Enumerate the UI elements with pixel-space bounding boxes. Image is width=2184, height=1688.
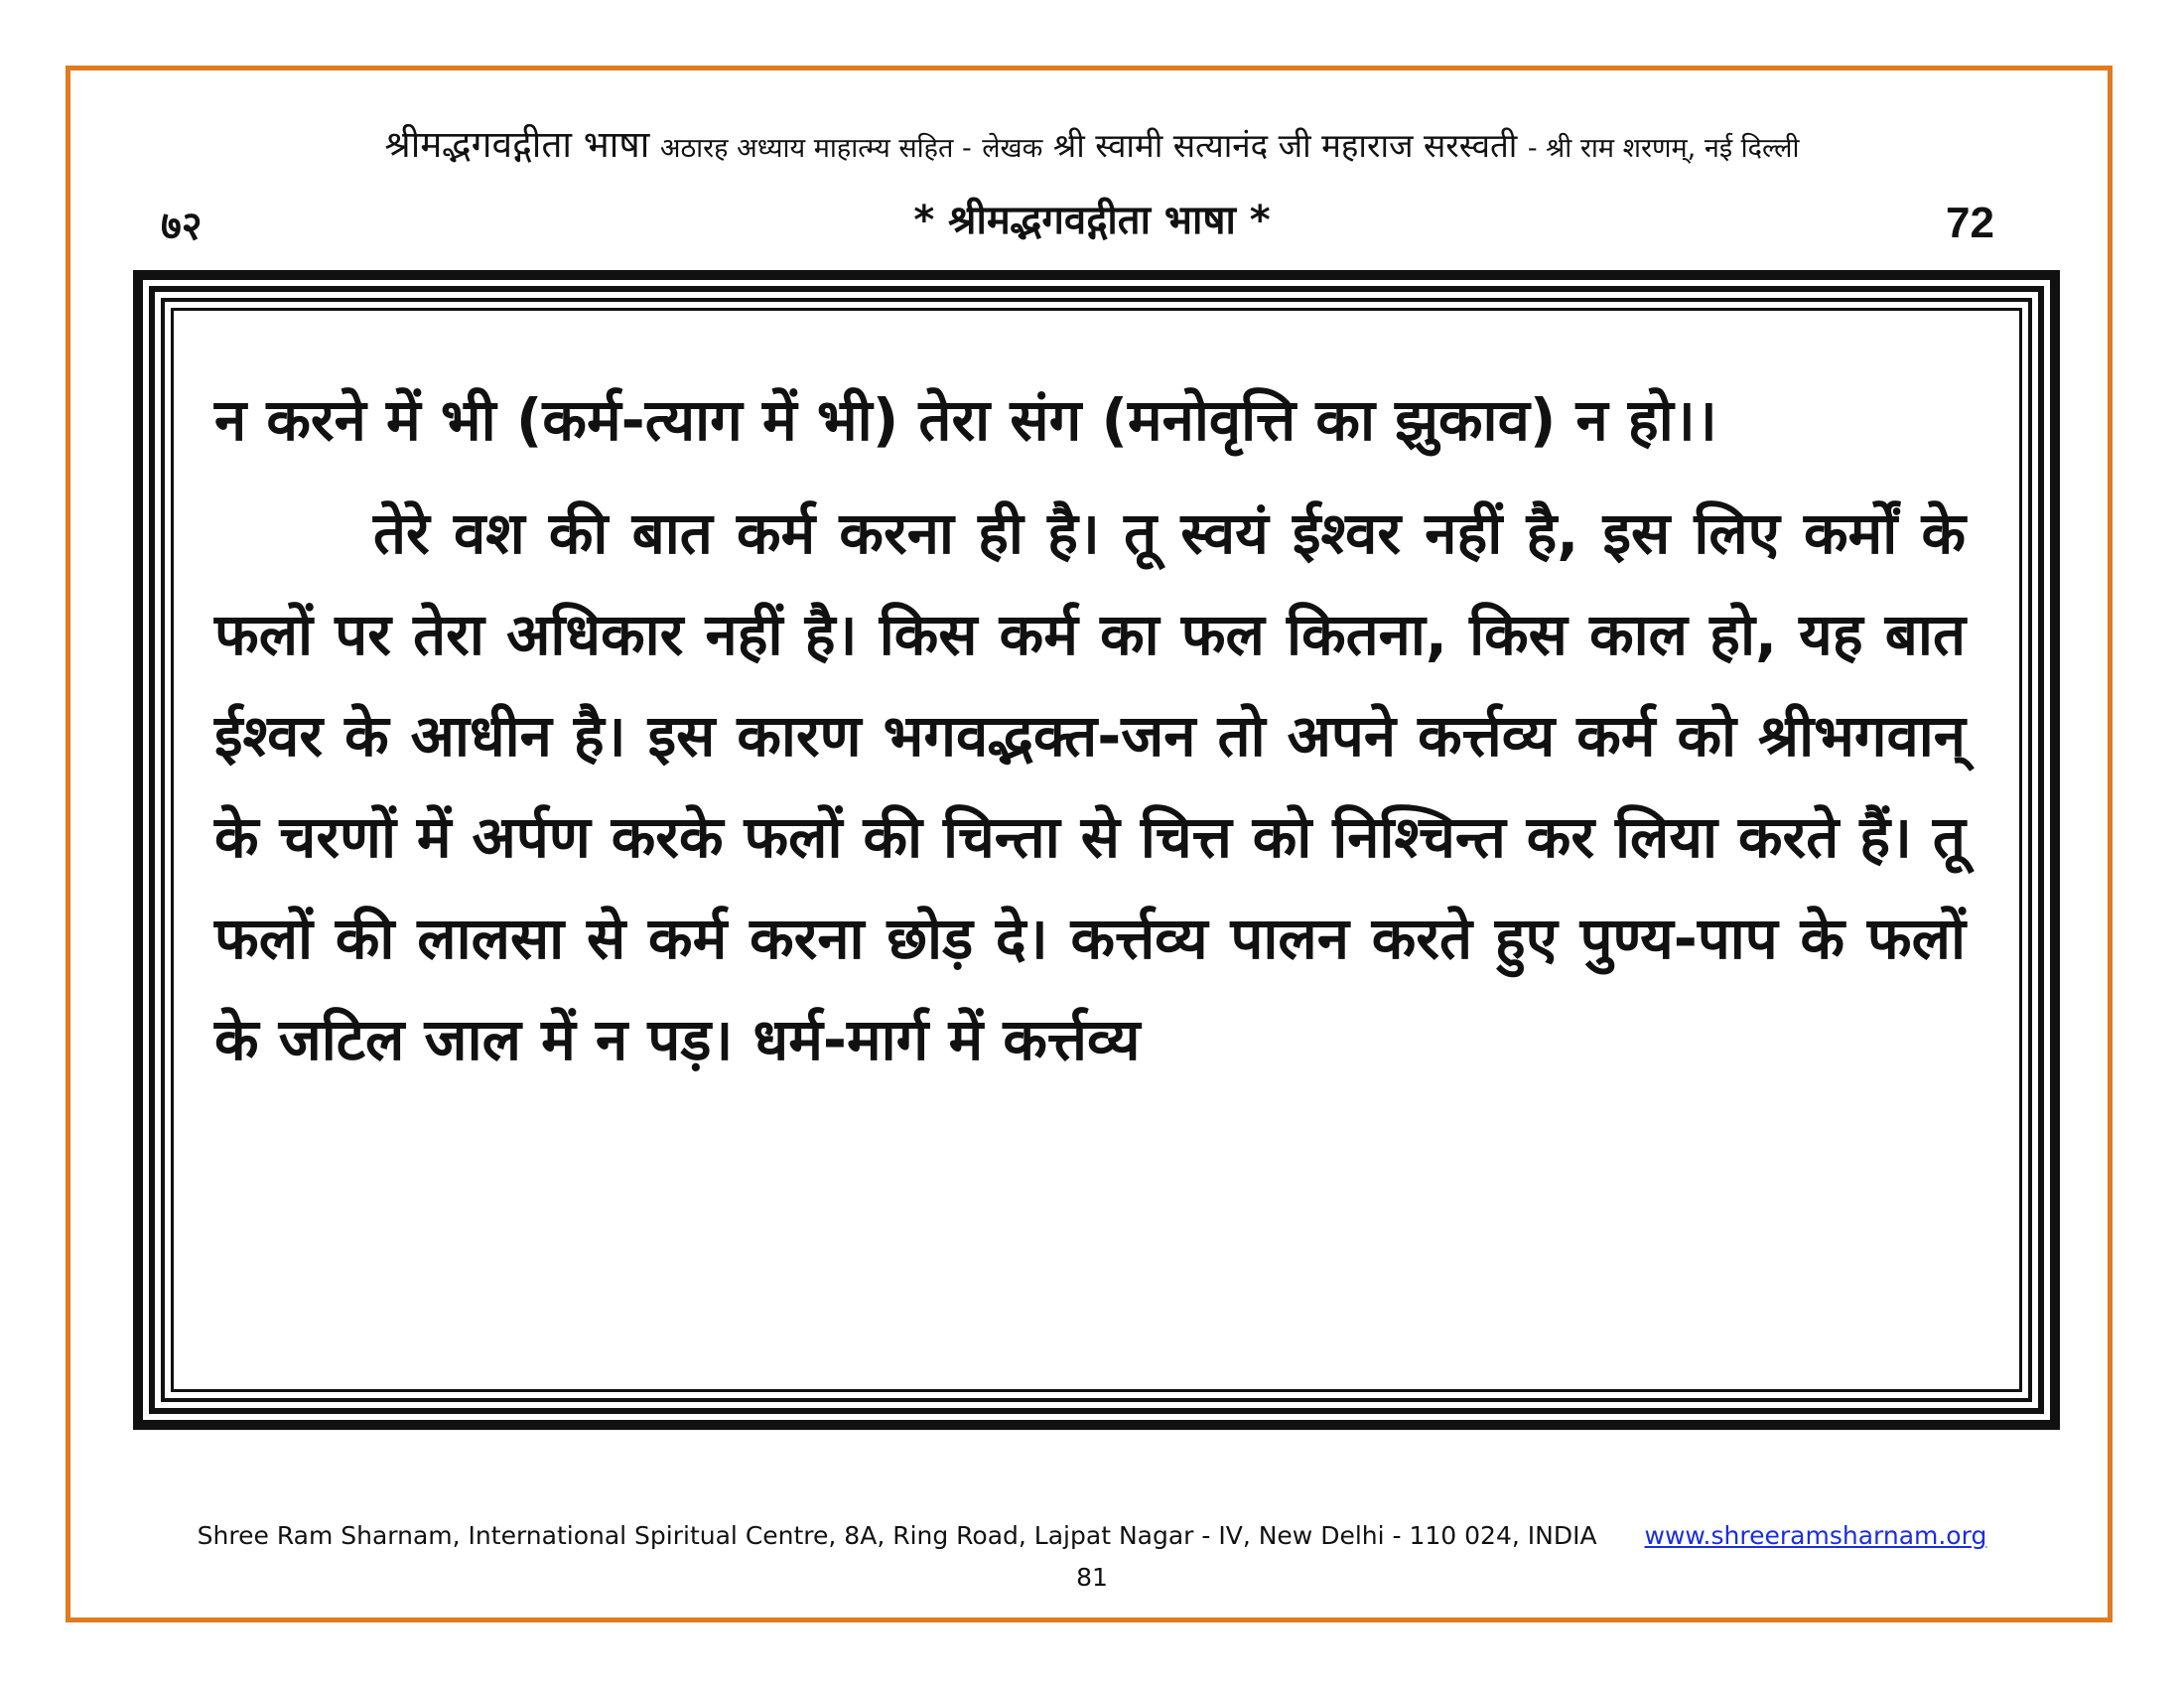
page-footer xyxy=(0,1521,2184,1550)
book-subtitle: अठारह अध्याय माहात्म्य सहित - xyxy=(659,133,972,164)
running-title: * श्रीमद्भगवद्गीता भाषा * xyxy=(913,198,1271,243)
footer-address: Shree Ram Sharnam, International Spiritual Centre, 8A, Ring Road, Lajpat Nagar - IV, New Delhi - 110 024, INDIA xyxy=(197,1521,1597,1550)
page-header xyxy=(119,117,2065,168)
body-text xyxy=(214,369,1966,1090)
paragraph-1: न करने में भी (कर्म-त्याग में भी) तेरा संग (मनोवृत्ति का झुकाव) न हो।। xyxy=(214,386,1717,454)
publisher-name: - श्री राम शरणम्, नई दिल्ली xyxy=(1527,133,1800,164)
author-name: श्री स्वामी सत्यानंद जी महाराज सरस्वती xyxy=(1052,126,1518,165)
page-number-devanagari: ७२ xyxy=(161,204,203,249)
website-link[interactable]: www.shreeramsharnam.org xyxy=(1644,1521,1987,1550)
page-number-latin: 72 xyxy=(1946,199,1994,247)
pdf-page-number: 81 xyxy=(1076,1563,1108,1592)
book-title: श्रीमद्भगवद्गीता भाषा xyxy=(384,123,650,166)
paragraph-2: तेरे वश की बात कर्म करना ही है। तू स्वयं ईश्वर नहीं है, इस लिए कर्मों के फलों पर तेरा अधिकार नहीं है। किस कर्म का फल कितना, किस काल हो, यह बात ईश्वर के आधीन है। इस कारण भगवद्भक्त-जन तो अपने कर्त्तव्य कर्म को श्रीभगवान् के चरणों में अर्पण करके फलों की चिन्ता से चित्त को निश्चिन्त कर लिया करते हैं। तू फलों की लालसा से कर्म करना छोड़ दे। कर्त्तव्य पालन करते हुए पुण्य-पाप के फलों के जटिल जाल में न पड़। धर्म-मार्ग में कर्त्तव्य xyxy=(214,499,1966,1073)
author-prefix: लेखक xyxy=(982,133,1043,164)
